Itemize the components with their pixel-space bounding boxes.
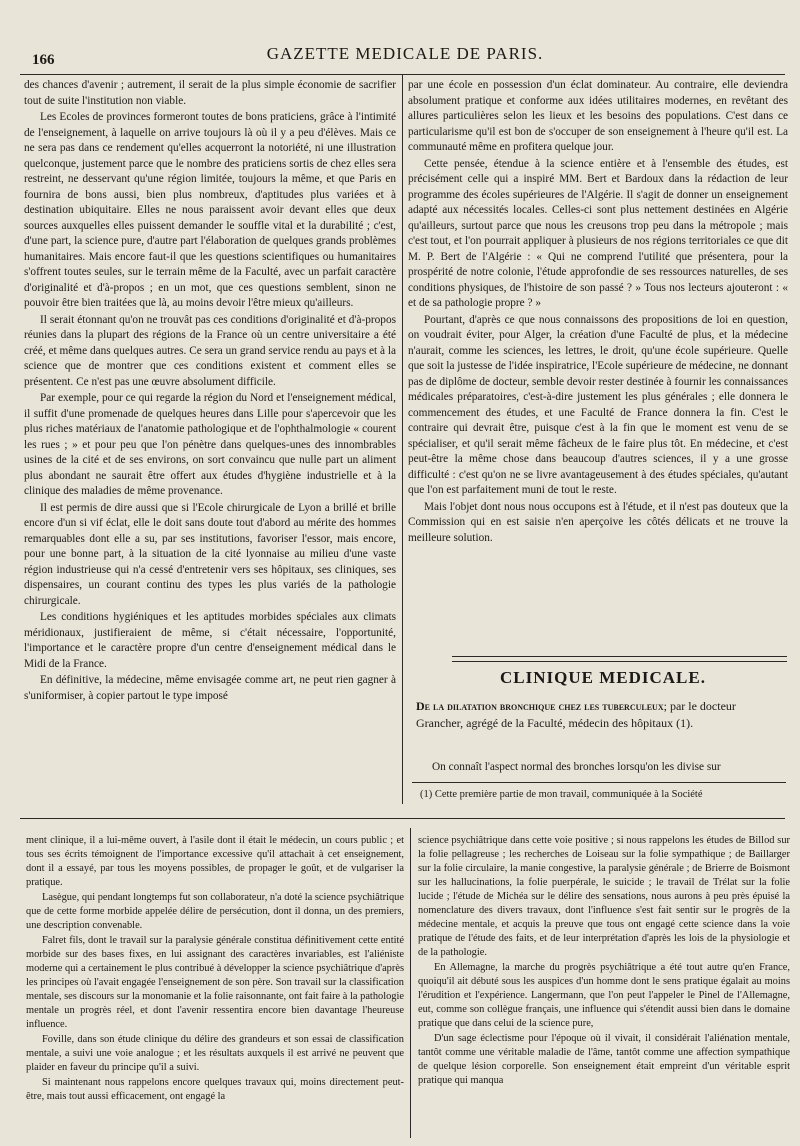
paragraph: Falret fils, dont le travail sur la paralysie générale constitua définitivement cette entité morbide sur des bases fixes, en lui assignant des caractères invariables, est l'aliéniste moderne qui a certainement le plus contribué à développer la science psychiâtrique d'après les principes où l'avait engagée l'enseignement de son père. Son travail sur la classification mentale, ses discours sur la monomanie et la folie raisonnante, ont fait faire à la pathologie mentale un progrès réel, et dont l'avenir ressentira encore bien davantage l'heureuse influence. <box>26 935 404 1030</box>
paragraph: Lasègue, qui pendant longtemps fut son collaborateur, n'a doté la science psychiâtrique que de cette forme morbide appelée délire de persécution, dont il donna, un des premiers, une description convenable. <box>26 892 404 931</box>
page-number: 166 <box>32 52 55 68</box>
section-heading: CLINIQUE MEDICALE. <box>500 668 706 687</box>
paragraph: Il est permis de dire aussi que si l'Ecole chirurgicale de Lyon a brillé et brille encore d'un si vif éclat, elle le doit sans doute tout d'abord au mérite des hommes remarquables dont elle a su, par ses institutions, favoriser l'essor, mais encore, pour une bonne part, à la situation de la cité lyonnaise au milieu d'une vaste région industrieuse qui n'a cessé d'entretenir vers ses hôpitaux, ses cliniques, ses dispensaires, un courant continu des types les plus variés de la pathologie chirurgicale. <box>24 501 396 607</box>
paragraph: En définitive, la médecine, même envisagée comme art, ne peut rien gagner à s'uniformiser, à copier partout le type imposé <box>24 674 396 702</box>
running-title: GAZETTE MEDICALE DE PARIS. <box>266 44 544 63</box>
column-rule <box>402 74 403 804</box>
page-separator <box>20 818 785 821</box>
paragraph: Si maintenant nous rappelons encore quelques travaux qui, moins directement peut-être, mais tout aussi efficacement, ont engagé la <box>26 1077 404 1102</box>
paragraph: ment clinique, il a lui-même ouvert, à l'asile dont il était le médecin, un cours public ; et tous ses écrits témoignent de l'importance excessive qu'il attachait à cet enseignement, dont il a essayé, par tous les moyens possibles, de propager le goût, et de vulgariser la pratique. <box>26 835 404 888</box>
bottom-right-column <box>418 834 790 1140</box>
paragraph: Foville, dans son étude clinique du délire des grandeurs et son essai de classification mentale, a suivi une voie analogue ; et les résultats auxquels il est arrivé ne peuvent que plaider en faveur du principe qu'il a suivi. <box>26 1034 404 1073</box>
paragraph: Mais l'objet dont nous nous occupons est à l'étude, et il n'est pas douteux que la Commission qui en est saisie n'en aperçoive les côtés délicats et ne trouve la meilleure solution. <box>408 500 788 544</box>
page-header <box>20 44 790 68</box>
article-heading <box>416 698 786 732</box>
footnote: (1) Cette première partie de mon travail, communiquée à la Société <box>420 789 703 800</box>
paragraph: Il serait étonnant qu'on ne trouvât pas ces conditions d'originalité et d'à-propos réunies dans la plupart des régions de la France où un centre universitaire a été créé, et même dans quelques autres. Ce sera un grand service rendu au pays et à la science que de montrer que ces conditions existent et comment elles se présentent. Ce n'est pas une œuvre absolument difficile. <box>24 313 396 388</box>
paragraph: des chances d'avenir ; autrement, il serait de la plus simple économie de sacrifier tout de suite l'institution non viable. <box>24 79 396 107</box>
paragraph: D'un sage éclectisme pour l'époque où il vivait, il considérait l'aliénation mentale, tantôt comme une véritable maladie de l'âme, tantôt comme une affection sympathique de quelque lésion corporelle. Son enseignement était empreint d'un véritable esprit pratique qui manqua <box>418 1033 790 1086</box>
paragraph: Cette pensée, étendue à la science entière et à l'ensemble des études, est précisément celle qui a inspiré MM. Bert et Bardoux dans la rédaction de leur programme des écoles supérieures de l'Algérie. Il s'agit de donner un enseignement adapté aux nécessités locales. Celles-ci sont plus nettement destinées en Algérie qu'ailleurs, surtout parce que nous les creusons trop peu dans la métropole ; mais c'est tout, et l'on pourrait appliquer à plusieurs de nos régions territoriales ce que dit M. P. Bert de l'Algérie : « Qui ne comprend l'utilité que présentera, pour la prospérité de notre colonie, l'étude approfondie de ses ressources naturelles, de ses conditions physiques, de l'histoire de son passé ? » Tous nos lecteurs ajouteront : « et de sa pathologie propre ? » <box>408 157 788 309</box>
bottom-left-column <box>26 834 404 1140</box>
paragraph: par une école en possession d'un éclat dominateur. Au contraire, elle deviendra absolument pratique et conforme aux idées utilitaires modernes, en revêtant des allures particulières selon les lieux et les besoins des populations. C'est dans ce particularisme qu'il est bon de s'occuper de son enseignement à l'heure qu'il est. La communauté même en profitera quelque jour. <box>408 79 788 153</box>
top-left-column <box>24 78 396 806</box>
paragraph: Les Ecoles de provinces formeront toutes de bons praticiens, grâce à l'intimité de l'enseignement, à laquelle on arrive toujours là où il y a peu d'élèves. Mais ce ne sera pas dans ce rendement qu'elles acquerront la notoriété, ni une illustration quelconque, justement parce que le nombre des praticiens sortis de chez elles sera restreint, ne desservant qu'une région limitée, toujours la même, et que Paris en fournira de bons aussi, bien plus nombreux, d'aptitudes plus variées et à destination ubiquitaire. Elles ne nous paraissent avoir devant elles que deux sources auxquelles elles puissent demander le souffle vital et la durabilité ; c'est, d'une part, la science pure, d'autre part l'élaboration de quelques grands problèmes humanitaires. Mais encore faut-il que les questions scientifiques ou humanitaires s'offrent toutes seules, sur le terrain même de la Faculté, avec un parfait caractère d'originalité et d'à-propos ; en un mot, que ces questions semblent, sinon ne pouvoir être bien traitées que là, au moins devoir l'être mieux qu'ailleurs. <box>24 111 396 309</box>
top-right-column <box>408 78 788 652</box>
column-rule <box>410 828 411 1138</box>
paragraph: En Allemagne, la marche du progrès psychiâtrique a été tout autre qu'en France, quoiqu'il ait débuté sous les auspices d'un homme dont le sens pratique égalait au moins l'érudition et l'expérience. Langermann, que l'on peut l'appeler le Pinel de l'Allemagne, eut, comme son collègue français, une influence qui s'étendit aussi bien dans le domaine pratique que dans celui de la science pure, <box>418 962 790 1029</box>
article-byline: ; par le docteur Grancher, agrégé de la Faculté, médecin des hôpitaux (1). <box>416 699 736 730</box>
paragraph: Par exemple, pour ce qui regarde la région du Nord et l'enseignement médical, il suffit d'une promenade de quelques heures dans Lille pour s'apercevoir que les plus riches matériaux de l'anatomie pathologique et de l'ophthalmologie « courent les rues ; » et pour peu que l'on pénètre dans quelques-unes des innombrables usines de la cité et de ses environs, on sort convaincu que nulle part un aliment plus abondant ne saurait être offert aux études d'hygiène industrielle et à la clinique des maladies de même provenance. <box>24 392 396 497</box>
section-divider <box>452 656 787 662</box>
paragraph: science psychiâtrique dans cette voie positive ; si nous rappelons les études de Billod sur la folie pellagreuse ; les recherches de Loiseau sur la folie sympathique ; de Baillarger sur la folie circulaire, la manie congestive, la paralysie générale ; de Brierre de Boismont sur les hallucinations, la folie puerpérale, le suicide ; le travail de Trélat sur la folie lucide ; l'étude de Michéa sur le délire des sensations, nous aurons à peu près épuisé la nomenclature des divers travaux, dont l'influence s'est fait sentir sur le progrès de la médecine mentale, et acquis la preuve que tous ont engagé cette science dans la voie pratique de l'étude des faits, et de leur interprétation d'après les lois de la physiologie et de la pathologie. <box>418 835 790 958</box>
footnote-rule <box>412 782 786 783</box>
article-title: De la dilatation bronchique chez les tuberculeux <box>416 699 664 713</box>
article-first-line: On connaît l'aspect normal des bronches lorsqu'on les divise sur <box>432 761 721 773</box>
paragraph: Les conditions hygiéniques et les aptitudes morbides spéciales aux climats méridionaux, justifieraient de même, si c'était nécessaire, l'opportunité, l'importance et le caractère propre d'un centre d'enseignement médical dans le Midi de la France. <box>24 611 396 670</box>
paragraph: Pourtant, d'après ce que nous connaissons des propositions de loi en question, on voudrait éviter, pour Alger, la création d'une Faculté de plus, et la médecine n'aurait, comme les sciences, les lettres, le droit, qu'une école supérieure. Quelle que soit la justesse de l'idée inspiratrice, l'Ecole supérieure de médecine, ne donnant pas de diplôme de docteur, semble devoir rester destinée à fournir les connaissances médicales préparatoires, c'est-à-dire justement les plus générales ; elle donnera le commencement des études, et une Faculté de France donnera la fin. C'est le contraire qui devrait être, puisque c'est à la fin que le moment est venu de se spécialiser, et qu'il serait même fâcheux de le faire plus tôt. En médecine, et c'est peut-être la même chose dans beaucoup d'autres sciences, il y a une grosse difficulté : c'est qu'on ne se livre avantageusement à des études spéciales, qu'autant que l'on est parfaitement muni de tout le reste. <box>408 313 788 496</box>
